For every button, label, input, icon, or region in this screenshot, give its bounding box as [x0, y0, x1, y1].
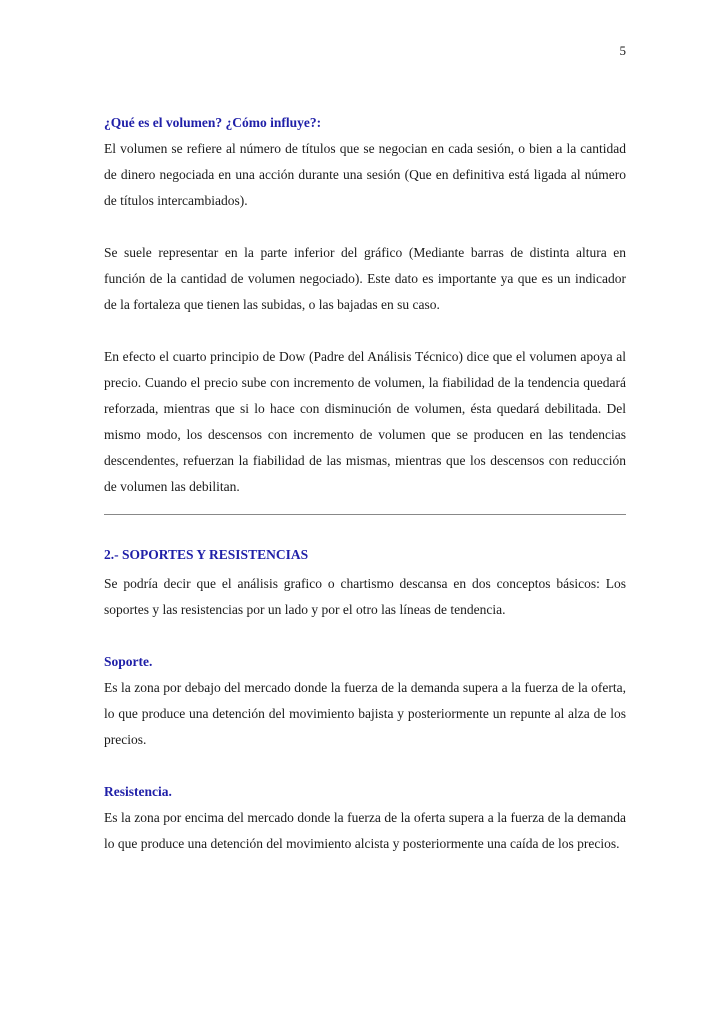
- paragraph-dow-principle: En efecto el cuarto principio de Dow (Padre del Análisis Técnico) dice que el volumen apoya al precio. Cuando el precio sube con incremento de volumen, la fiabilidad de la tendencia quedará reforzada, mientras que si lo hace con disminución de volumen, ésta quedará debilitada. Del mismo modo, los descensos con incremento de volumen que se producen en las tendencias descendentes, refuerzan la fiabilidad de las mismas, mientras que los descensos con reducción de volumen las debilitan.: [104, 349, 626, 494]
- paragraph-soporte: Es la zona por debajo del mercado donde la fuerza de la demanda supera a la fuerza de la oferta, lo que produce una detención del movimiento bajista y posteriormente un repunte al alza de los precios.: [104, 680, 626, 747]
- paragraph-volumen-representation: Se suele representar en la parte inferior del gráfico (Mediante barras de distinta altura en función de la cantidad de volumen negociado). Este dato es importante ya que es un indicador de la fortaleza que tienen las subidas, o las bajadas en su caso.: [104, 245, 626, 312]
- document-body: [104, 110, 626, 857]
- paragraph-soportes-intro: Se podría decir que el análisis grafico o chartismo descansa en dos conceptos básicos: Los soportes y las resistencias por un lado y por el otro las líneas de tendencia.: [104, 576, 626, 617]
- subheading-resistencia: Resistencia.: [104, 784, 172, 799]
- section-divider: [104, 514, 626, 515]
- paragraph-volumen-definition: El volumen se refiere al número de títulos que se negocian en cada sesión, o bien a la cantidad de dinero negociada en una acción durante una sesión (Que en definitiva está ligada al número de títulos intercambiados).: [104, 141, 626, 208]
- page-number: 5: [619, 43, 626, 58]
- paragraph-resistencia: Es la zona por encima del mercado donde la fuerza de la oferta supera a la fuerza de la demanda lo que produce una detención del movimiento alcista y posteriormente una caída de los precios.: [104, 810, 626, 851]
- section-heading-soportes: 2.- SOPORTES Y RESISTENCIAS: [104, 547, 309, 562]
- subheading-soporte: Soporte.: [104, 654, 153, 669]
- section-heading-volumen: ¿Qué es el volumen? ¿Cómo influye?:: [104, 115, 322, 130]
